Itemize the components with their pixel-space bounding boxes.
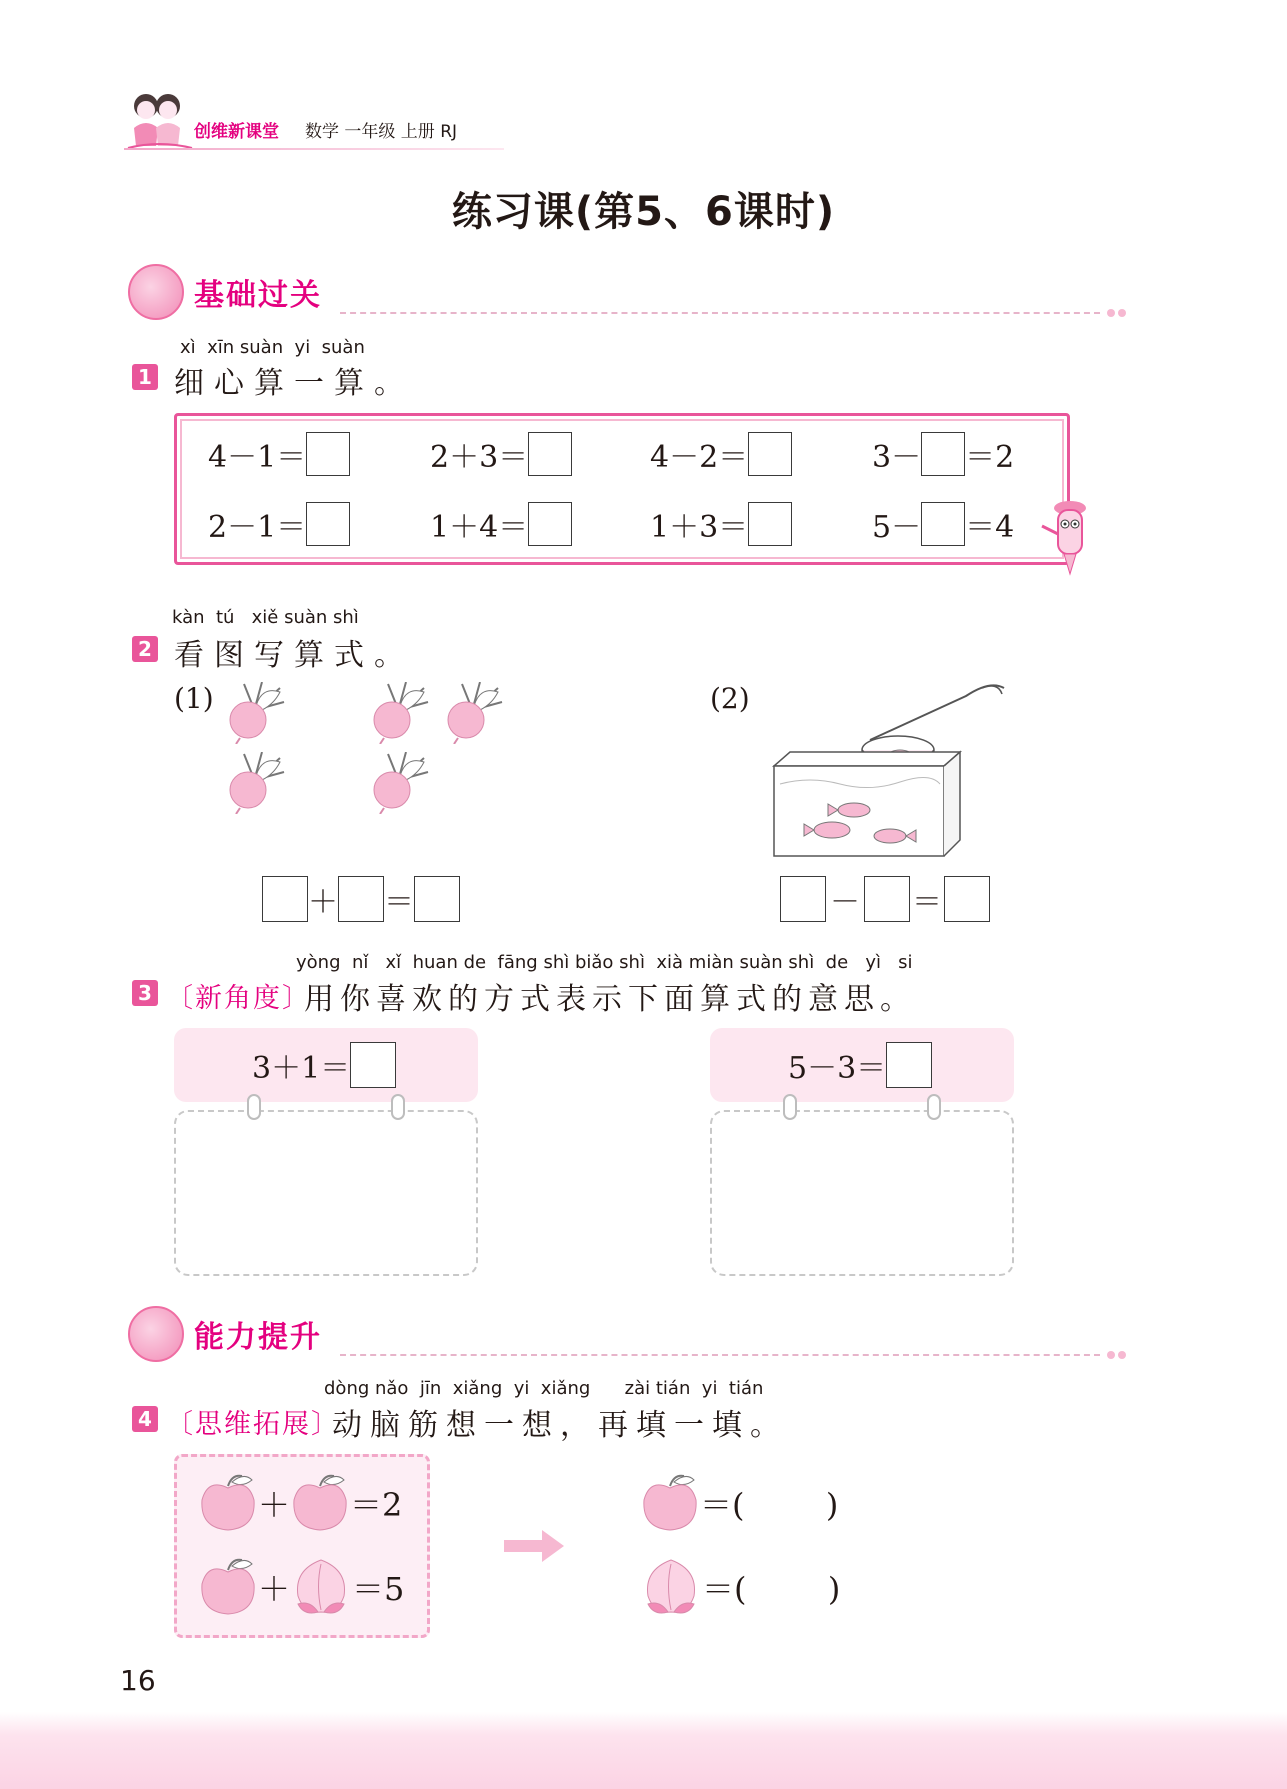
q1-r1-eq4: 3－ ＝2	[872, 432, 1014, 476]
answer-box[interactable]	[921, 432, 965, 476]
q1-r2-eq2: 1＋4＝	[430, 502, 572, 546]
answer-box[interactable]	[748, 432, 792, 476]
pen-mascot-icon	[1036, 494, 1098, 578]
apple-icon	[198, 1556, 258, 1618]
q3-pinyin: yòng nǐ xǐ huan de fāng shì biǎo shì xià miàn suàn shì de yì si	[296, 952, 913, 973]
q1-r1-eq2: 2＋3＝	[430, 432, 572, 476]
section-title-basics: 基础过关	[194, 278, 322, 313]
q1-r2-eq4: 5－ ＝4	[872, 502, 1014, 546]
q4-clue1: ＋ ＝2	[198, 1472, 402, 1534]
answer-box[interactable]	[306, 432, 350, 476]
q1-number: 1	[132, 364, 158, 390]
arrow-right-icon	[502, 1528, 566, 1564]
q4-tag: 〔思维拓展〕	[166, 1409, 340, 1440]
answer-box[interactable]	[886, 1042, 932, 1088]
q2-pinyin: kàn tú xiě suàn shì	[172, 607, 359, 628]
page-number: 16	[120, 1664, 156, 1697]
teacher-badge-icon	[128, 264, 184, 320]
q2-part2-label: (2)	[710, 682, 750, 715]
q1-r1-eq3: 4－2＝	[650, 432, 792, 476]
answer-box[interactable]	[306, 502, 350, 546]
answer-box[interactable]	[338, 876, 384, 922]
answer-box[interactable]	[748, 502, 792, 546]
answer-blank[interactable]: ＝( )	[700, 1486, 839, 1524]
q2-part2-equation: － ＝	[780, 876, 990, 922]
radish-icon	[366, 682, 432, 744]
q1-instruction: 细心算一算。	[174, 366, 414, 401]
q4-pinyin: dòng nǎo jīn xiǎng yi xiǎng zài tián yi tián	[324, 1378, 764, 1399]
answer-box[interactable]	[528, 432, 572, 476]
q2-number: 2	[132, 636, 158, 662]
q3-number: 3	[132, 980, 158, 1006]
apple-icon	[198, 1472, 258, 1534]
q4-answer2	[640, 1556, 840, 1618]
answer-box[interactable]	[414, 876, 460, 922]
q3-instruction: 用你喜欢的方式表示下面算式的意思。	[304, 982, 916, 1017]
answer-box[interactable]	[921, 502, 965, 546]
radish-icon	[366, 752, 432, 814]
section-divider	[340, 1354, 1100, 1356]
fish-tank-icon	[770, 680, 1010, 860]
q4-answer1	[640, 1472, 838, 1534]
q4-number: 4	[132, 1406, 158, 1432]
q2-part1-label: (1)	[174, 682, 214, 715]
q4-clue2: ＋ ＝5	[198, 1556, 404, 1618]
answer-box[interactable]	[780, 876, 826, 922]
q3-card2-equation: 5－3＝	[788, 1042, 932, 1088]
answer-box[interactable]	[262, 876, 308, 922]
radish-icon	[440, 682, 506, 744]
q2-part1-equation: ＋ ＝	[262, 876, 460, 922]
card-ring	[391, 1094, 405, 1120]
section-dots	[1104, 1344, 1126, 1363]
brand-name: 创维新课堂	[194, 122, 279, 142]
card-ring	[247, 1094, 261, 1120]
q2-instruction: 看图写算式。	[174, 638, 414, 673]
peach-icon	[290, 1556, 352, 1618]
peach-icon	[640, 1556, 702, 1618]
section-dots	[1104, 302, 1126, 321]
answer-box[interactable]	[864, 876, 910, 922]
section-title-advanced: 能力提升	[194, 1320, 322, 1355]
apple-icon	[290, 1472, 350, 1534]
answer-box[interactable]	[944, 876, 990, 922]
q1-r2-eq1: 2－1＝	[208, 502, 350, 546]
answer-blank[interactable]: ＝( )	[702, 1570, 841, 1608]
header-divider	[124, 148, 504, 150]
q3-tag: 〔新角度〕	[166, 983, 311, 1014]
q3-card2-drawing-area[interactable]	[710, 1110, 1014, 1276]
teacher-badge-icon	[128, 1306, 184, 1362]
q1-pinyin: xì xīn suàn yi suàn	[180, 337, 365, 358]
radish-icon	[222, 752, 288, 814]
bottom-decor-band	[0, 1712, 1287, 1789]
card-ring	[783, 1094, 797, 1120]
kids-logo-icon	[124, 88, 194, 154]
card-ring	[927, 1094, 941, 1120]
answer-box[interactable]	[528, 502, 572, 546]
q4-instruction: 动脑筋想一想，再填一填。	[332, 1408, 788, 1443]
apple-icon	[640, 1472, 700, 1534]
answer-box[interactable]	[350, 1042, 396, 1088]
q1-r2-eq3: 1＋3＝	[650, 502, 792, 546]
q1-r1-eq1: 4－1＝	[208, 432, 350, 476]
page-title: 练习课(第5、6课时)	[451, 189, 836, 235]
radish-icon	[222, 682, 288, 744]
section-divider	[340, 312, 1100, 314]
q3-card1-equation: 3＋1＝	[252, 1042, 396, 1088]
subject-label: 数学 一年级 上册 RJ	[305, 122, 458, 142]
q3-card1-drawing-area[interactable]	[174, 1110, 478, 1276]
